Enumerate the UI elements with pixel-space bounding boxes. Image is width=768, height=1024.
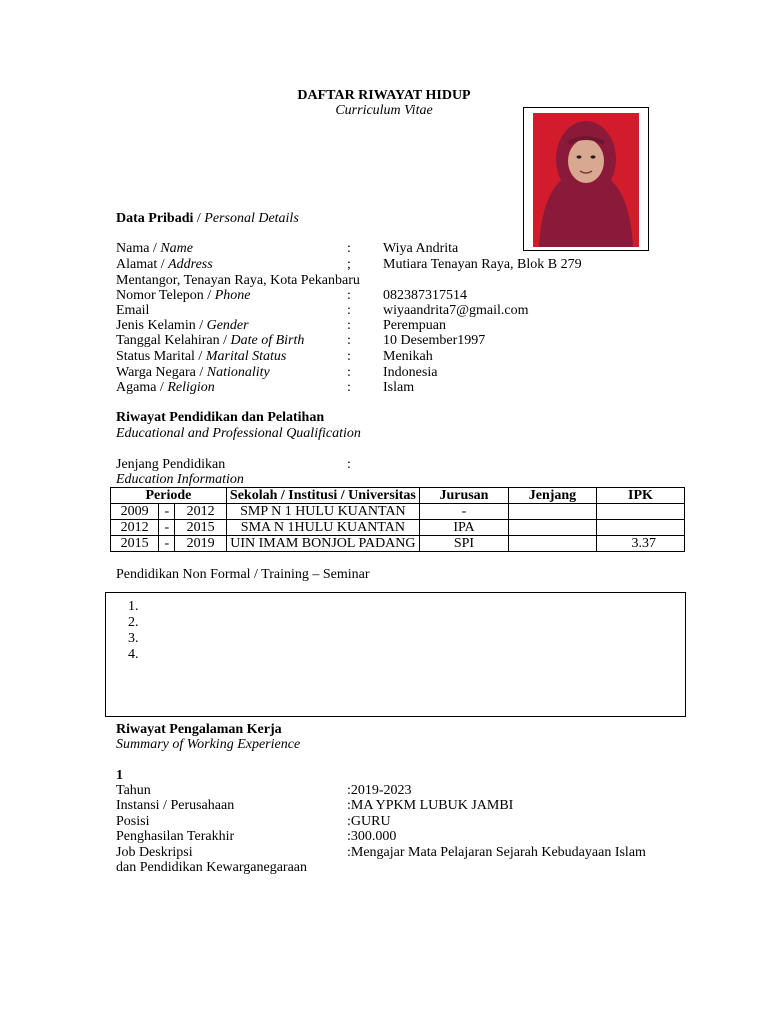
portrait-image [533, 113, 639, 247]
personal-value-nationality: Indonesia [383, 365, 438, 380]
personal-sep-marital: : [347, 349, 351, 364]
column-header-periode: Periode [111, 488, 227, 504]
training-heading: Pendidikan Non Formal / Training – Seminar [116, 567, 370, 582]
job-description-continuation: dan Pendidikan Kewarganegaraan [116, 860, 307, 875]
ipk [596, 504, 684, 520]
column-header-level: Jenjang [508, 488, 596, 504]
education-level-label: Jenjang Pendidikan [116, 457, 226, 472]
work-value-position: :GURU [347, 814, 391, 829]
education-info-label: Education Information [116, 472, 244, 487]
work-label-company: Instansi / Perusahaan [116, 798, 235, 813]
school-name: SMP N 1 HULU KUANTAN [226, 504, 419, 520]
work-label-year: Tahun [116, 783, 151, 798]
personal-sep-phone: : [347, 288, 351, 303]
address-continuation: Mentangor, Tenayan Raya, Kota Pekanbaru [116, 273, 360, 288]
period-dash: - [159, 504, 175, 520]
personal-label-gender: Jenis Kelamin / Gender [116, 318, 249, 333]
column-header-major: Jurusan [419, 488, 508, 504]
work-heading: Riwayat Pengalaman Kerja [116, 722, 282, 737]
profile-photo [523, 107, 649, 251]
level [508, 520, 596, 536]
personal-sep-dob: : [347, 333, 351, 348]
document-subtitle: Curriculum Vitae [335, 103, 433, 118]
personal-label-email: Email [116, 303, 150, 318]
major: IPA [419, 520, 508, 536]
work-label-position: Posisi [116, 814, 150, 829]
personal-label-nationality: Warga Negara / Nationality [116, 365, 270, 380]
education-table [110, 487, 685, 552]
work-value-year: :2019-2023 [347, 783, 412, 798]
ipk [596, 520, 684, 536]
work-label-income: Penghasilan Terakhir [116, 829, 235, 844]
work-entry-number: 1 [116, 768, 123, 783]
personal-label-dob: Tanggal Kelahiran / Date of Birth [116, 333, 305, 348]
personal-value-email: wiyaandrita7@gmail.com [383, 303, 529, 318]
personal-value-name: Wiya Andrita [383, 241, 459, 256]
personal-label-address: Alamat / Address [116, 257, 213, 272]
period-end: 2012 [175, 504, 226, 520]
personal-value-gender: Perempuan [383, 318, 446, 333]
ipk: 3.37 [596, 536, 684, 552]
table-header-row [111, 488, 685, 504]
period-start: 2015 [111, 536, 159, 552]
list-item: 3. [128, 631, 139, 646]
major: - [419, 504, 508, 520]
personal-label-religion: Agama / Religion [116, 380, 215, 395]
list-item: 1. [128, 599, 139, 614]
personal-label-name: Nama / Name [116, 241, 193, 256]
personal-sep-email: : [347, 303, 351, 318]
education-level-sep: : [347, 457, 351, 472]
school-name: UIN IMAM BONJOL PADANG [226, 536, 419, 552]
period-end: 2019 [175, 536, 226, 552]
table-row [111, 504, 685, 520]
training-list [128, 599, 139, 663]
personal-value-address: Mutiara Tenayan Raya, Blok B 279 [383, 257, 582, 272]
personal-sep-nationality: : [347, 365, 351, 380]
personal-sep-name: : [347, 241, 351, 256]
period-dash: - [159, 536, 175, 552]
level [508, 504, 596, 520]
period-end: 2015 [175, 520, 226, 536]
work-value-job-description: :Mengajar Mata Pelajaran Sejarah Kebudayaan Islam [347, 845, 646, 860]
level [508, 536, 596, 552]
personal-label-marital: Status Marital / Marital Status [116, 349, 287, 364]
education-heading-en: Educational and Professional Qualification [116, 426, 361, 441]
training-box [105, 592, 686, 717]
work-value-income: :300.000 [347, 829, 397, 844]
period-dash: - [159, 520, 175, 536]
period-start: 2012 [111, 520, 159, 536]
work-value-company: :MA YPKM LUBUK JAMBI [347, 798, 514, 813]
work-label-job-description: Job Deskripsi [116, 845, 193, 860]
column-header-school: Sekolah / Institusi / Universitas [226, 488, 419, 504]
personal-value-religion: Islam [383, 380, 415, 395]
education-heading: Riwayat Pendidikan dan Pelatihan [116, 410, 325, 425]
document-title: DAFTAR RIWAYAT HIDUP [297, 88, 471, 103]
personal-details-heading: Data Pribadi / Personal Details [116, 211, 299, 226]
personal-sep-gender: : [347, 318, 351, 333]
major: SPI [419, 536, 508, 552]
personal-value-marital: Menikah [383, 349, 433, 364]
table-row [111, 520, 685, 536]
personal-sep-religion: : [347, 380, 351, 395]
period-start: 2009 [111, 504, 159, 520]
personal-value-phone: 082387317514 [383, 288, 467, 303]
table-row [111, 536, 685, 552]
personal-label-phone: Nomor Telepon / Phone [116, 288, 251, 303]
list-item: 2. [128, 615, 139, 630]
school-name: SMA N 1HULU KUANTAN [226, 520, 419, 536]
work-heading-en: Summary of Working Experience [116, 737, 301, 752]
list-item: 4. [128, 647, 139, 662]
personal-sep-address: ; [347, 257, 351, 272]
column-header-ipk: IPK [596, 488, 684, 504]
personal-value-dob: 10 Desember1997 [383, 333, 486, 348]
